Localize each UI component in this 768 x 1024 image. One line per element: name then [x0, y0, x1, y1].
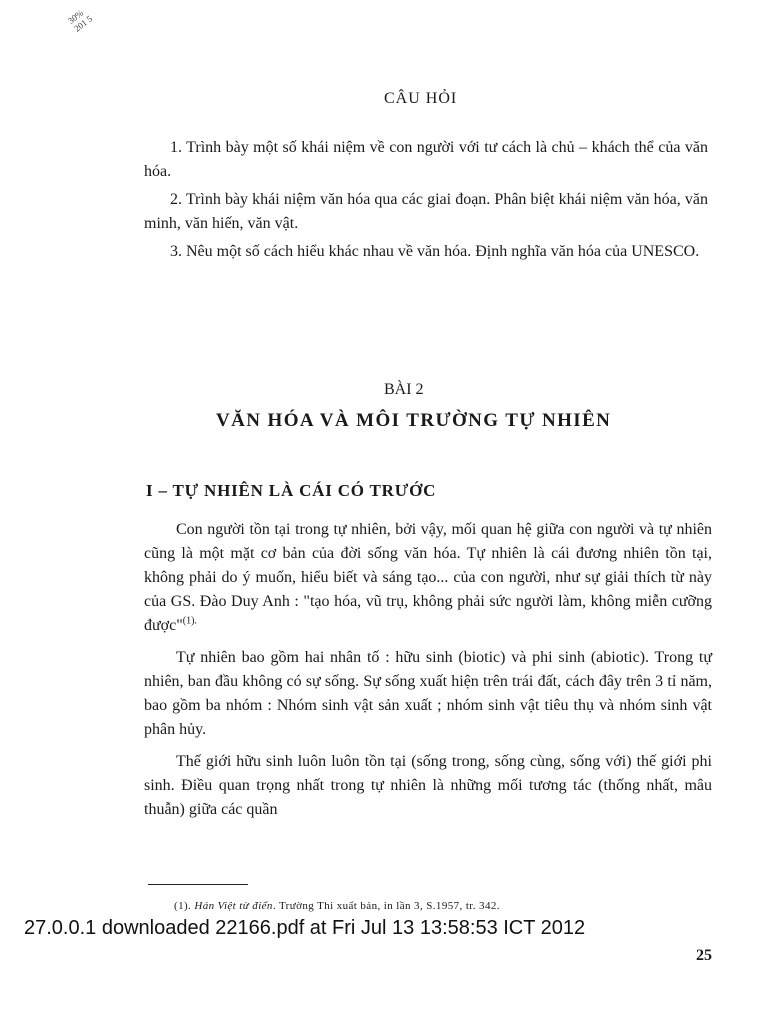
footnote-reference: (1).	[182, 615, 197, 627]
paragraph: Thế giới hữu sinh luôn luôn tồn tại (sống trong, sống cùng, sống với) thế giới phi sinh. Điều quan trọng nhất trong tự nhiên là những mối tương tác (thống nhất, mâu thuẫn) giữa các quần	[144, 753, 712, 818]
paragraph: Tự nhiên bao gồm hai nhân tố : hữu sinh (biotic) và phi sinh (abiotic). Trong tự nhiên, ban đầu không có sự sống. Sự sống xuất hiện trên trái đất, cách đây trên 3 tỉ năm, bao gồm ba nhóm : Nhóm sinh vật sản xuất ; nhóm sinh vật tiêu thụ và nhóm sinh vật phân hủy.	[144, 649, 712, 738]
questions-heading: CÂU HỎI	[384, 90, 458, 107]
body-text	[144, 518, 712, 830]
section-title: I – TỰ NHIÊN LÀ CÁI CÓ TRƯỚC	[146, 481, 437, 500]
page-number: 25	[696, 947, 712, 964]
corner-stamp: 30% 201 5	[66, 7, 95, 34]
footnote-divider	[148, 884, 248, 885]
footnote	[174, 900, 500, 912]
download-watermark: 27.0.0.1 downloaded 22166.pdf at Fri Jul 13 13:58:53 ICT 2012	[24, 917, 586, 939]
footnote-details: . Trường Thi xuất bản, in lần 3, S.1957, tr. 342.	[272, 900, 500, 912]
question-item: 1. Trình bày một số khái niệm về con người với tư cách là chủ – khách thể của văn hóa.	[144, 139, 708, 180]
questions-list	[144, 136, 708, 268]
lesson-title: VĂN HÓA VÀ MÔI TRƯỜNG TỰ NHIÊN	[216, 410, 612, 431]
footnote-title: Hán Việt từ điển	[194, 900, 273, 912]
paragraph	[144, 518, 712, 638]
footnote-marker: (1).	[174, 900, 192, 912]
question-item: 2. Trình bày khái niệm văn hóa qua các giai đoạn. Phân biệt khái niệm văn hóa, văn minh, văn hiến, văn vật.	[144, 191, 708, 232]
paragraph-text: Con người tồn tại trong tự nhiên, bởi vậy, mối quan hệ giữa con người và tự nhiên cũng là một mặt cơ bản của đời sống văn hóa. Tự nhiên là cái đương nhiên tồn tại, không phải do ý muốn, hiểu biết và sáng tạo... của con người, như sự giải thích từ này của GS. Đào Duy Anh : "tạo hóa, vũ trụ, không phải sức người làm, không miễn cưỡng được"	[144, 521, 712, 634]
question-item: 3. Nêu một số cách hiểu khác nhau về văn hóa. Định nghĩa văn hóa của UNESCO.	[170, 243, 700, 260]
lesson-number: BÀI 2	[384, 381, 424, 398]
